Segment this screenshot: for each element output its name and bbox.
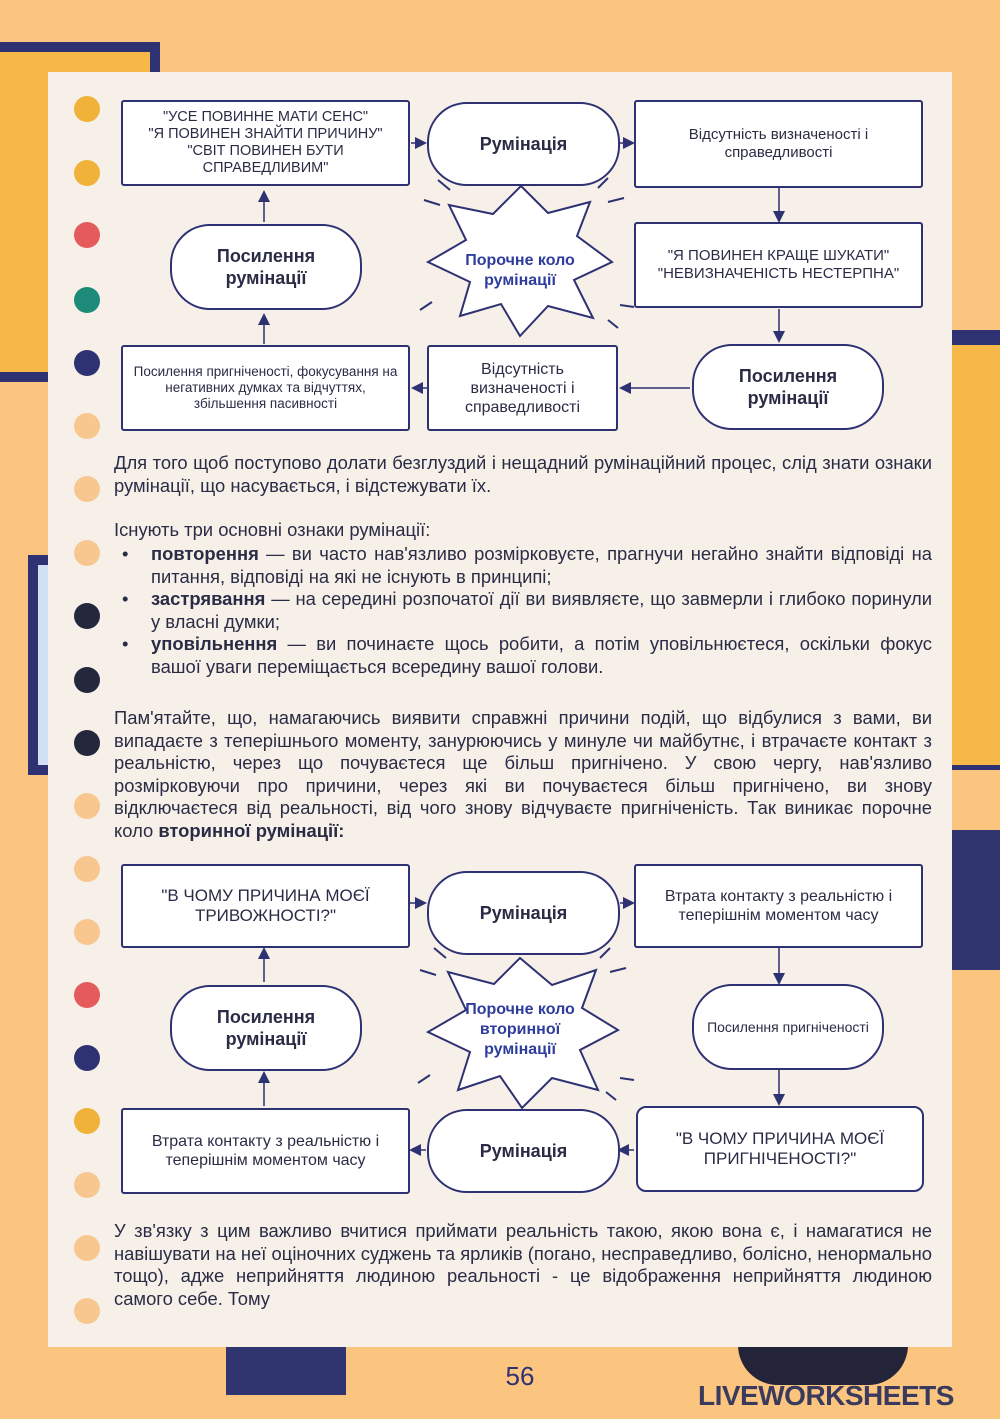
box-question-depression: "В ЧОМУ ПРИЧИНА МОЄЇ ПРИГНІЧЕНОСТІ?" bbox=[636, 1106, 924, 1192]
list-item: • повторення — ви часто нав'язливо розмірковуєте, прагнучи негайно знайти відповіді на питання, відповіді на які не існують в принципі; bbox=[122, 543, 932, 587]
box-uncertainty: Відсутність визначеності і справедливості bbox=[634, 100, 923, 188]
list-item: • уповільнення — ви починаєте щось робити, а потім уповільнюєтеся, оскільки фокус вашої уваги переміщається всередину вашої голови. bbox=[122, 633, 932, 677]
vicious-circle-label: Порочне коло румінації bbox=[465, 252, 575, 289]
box-depression: Посилення пригніченості, фокусування на негативних думках та відчуттях, збільшення пасивності bbox=[121, 345, 410, 431]
box-lost-contact-bottom: Втрата контакту з реальністю і теперішнім моментом часу bbox=[121, 1108, 410, 1194]
sign-term: повторення bbox=[151, 543, 259, 564]
brand-logo-text: LIVEWORKSHEETS bbox=[698, 1380, 954, 1411]
intro-paragraph: Для того щоб поступово долати безглуздий і нещадний румінаційний процес, слід знати ознаки румінації, що насувається, і відстежувати їх. bbox=[114, 452, 932, 496]
pill-increase-rumination-left: Посилення румінації bbox=[170, 224, 362, 310]
memo-paragraph bbox=[114, 707, 932, 842]
memo-bold: вторинної румінації: bbox=[158, 819, 345, 841]
box-question-anxiety: "В ЧОМУ ПРИЧИНА МОЄЇ ТРИВОЖНОСТІ?" bbox=[121, 864, 410, 948]
pill-increase-rumination-right: Посилення румінації bbox=[692, 344, 884, 430]
page-number: 56 bbox=[505, 1361, 535, 1391]
pill-rumination-top: Румінація bbox=[427, 871, 620, 955]
sign-description: — на середині розпочатої дії ви виявляєте, що завмерли і глибоко поринули у власні думки; bbox=[151, 588, 932, 632]
closing-paragraph: У зв'язку з цим важливо вчитися приймати реальність такою, якою вона є, і намагатися не навішувати на неї оціночних суджень та ярликів (погано, несправедливо, болісно, ненормально тощо), адже неприйняття людиною реальності - це відображення неприйняття людиною самого себе. Тому bbox=[114, 1220, 932, 1309]
box-lost-contact-top: Втрата контакту з реальністю і теперішнім моментом часу bbox=[634, 864, 923, 948]
vicious-circle-secondary-label: Порочне коло вторинної румінації bbox=[465, 1001, 575, 1058]
box-search: "Я ПОВИНЕН КРАЩЕ ШУКАТИ" "НЕВИЗНАЧЕНІСТЬ НЕСТЕРПНА" bbox=[634, 222, 923, 308]
box-beliefs: "УСЕ ПОВИННЕ МАТИ СЕНС" "Я ПОВИНЕН ЗНАЙТИ ПРИЧИНУ" "СВІТ ПОВИНЕН БУТИ СПРАВЕДЛИВИМ" bbox=[121, 100, 410, 186]
signs-title: Існують три основні ознаки румінації: bbox=[114, 519, 431, 540]
list-item: • застрявання — на середині розпочатої дії ви виявляєте, що завмерли і глибоко поринули у власні думки; bbox=[122, 588, 932, 632]
pill-increase-depression: Посилення пригніченості bbox=[692, 984, 884, 1070]
sign-description: — ви починаєте щось робити, а потім уповільнюєтеся, оскільки фокус вашої уваги переміщається всередину вашої голови. bbox=[151, 633, 932, 677]
memo-text: Пам'ятайте, що, намагаючись виявити справжні причини подій, що відбулися з вами, ви випадаєте з теперішнього моменту, занурюючись у минуле чи майбутнє, і втрачаєте контакт з реальністю, через що почуваєтеся ще більш пригнічено. У свою чергу, нав'язливо розмірковуючи про причини, через які ви почуваєтеся більш пригнічено, ви знову відключаєтеся від реальності, від чого знову відчуваєте пригніченість. Так виникає порочне коло bbox=[114, 707, 932, 841]
pill-increase-rumination-left-2: Посилення румінації bbox=[170, 985, 362, 1071]
sign-term: уповільнення bbox=[151, 633, 278, 654]
box-uncertainty-2: Відсутність визначеності і справедливості bbox=[427, 345, 618, 431]
sign-term: застрявання bbox=[151, 588, 266, 609]
pill-rumination: Румінація bbox=[427, 102, 620, 186]
signs-list bbox=[114, 543, 932, 678]
sign-description: — ви часто нав'язливо розмірковуєте, прагнучи негайно знайти відповіді на питання, відповіді на які не існують в принципі; bbox=[151, 543, 932, 587]
pill-rumination-bottom: Румінація bbox=[427, 1109, 620, 1193]
